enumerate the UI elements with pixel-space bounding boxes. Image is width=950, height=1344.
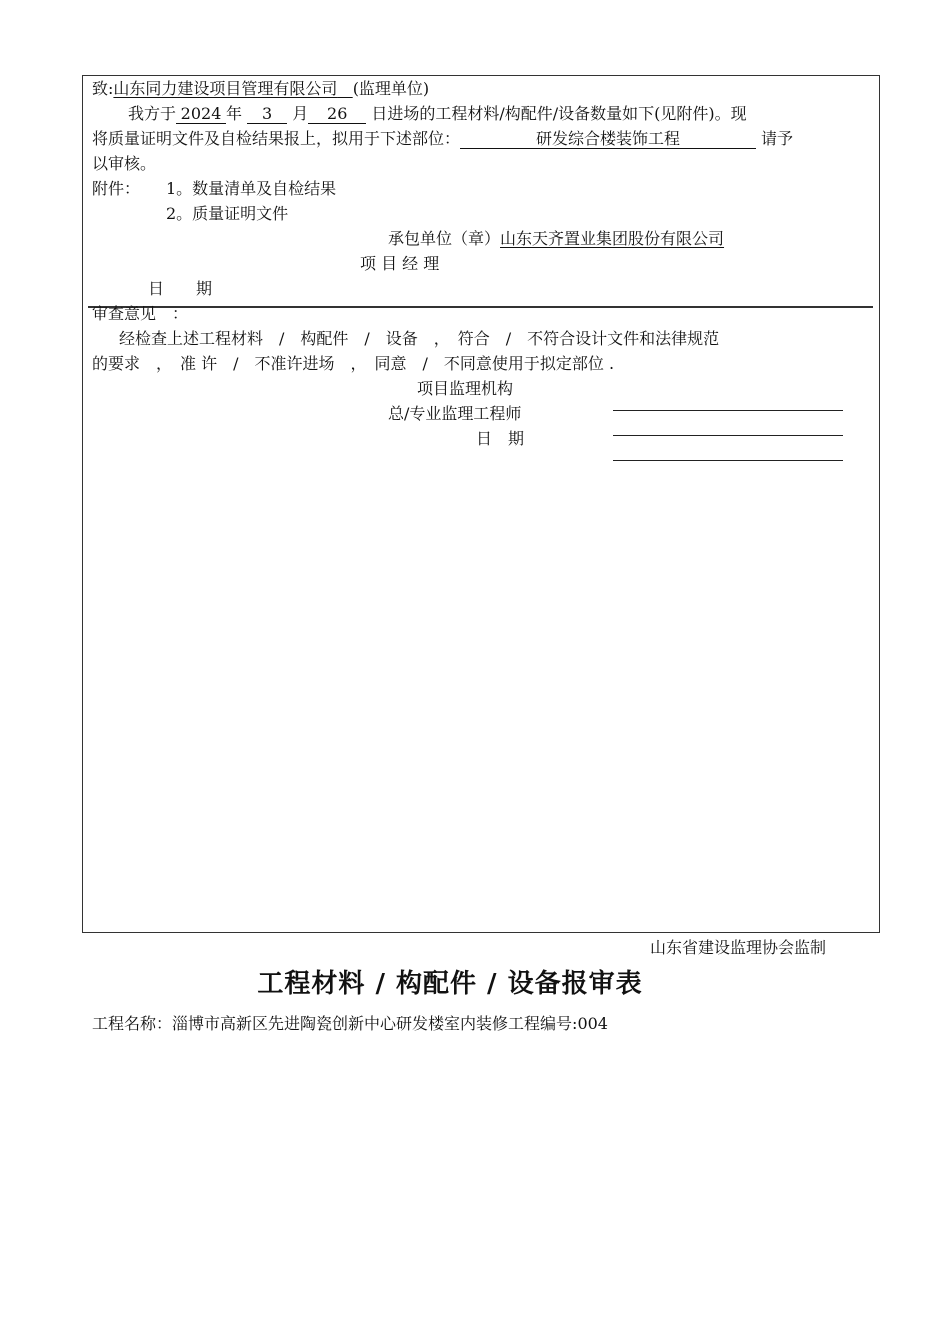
arrival-date-line bbox=[128, 104, 747, 124]
project-manager-label: 项 目 经 理 bbox=[360, 254, 440, 273]
project-name: 淄博市高新区先进陶瓷创新中心研发楼室内装修工程 bbox=[172, 1014, 541, 1033]
supervision-engineer-label: 总/专业监理工程师 bbox=[388, 404, 522, 423]
attachment-item-2: 2。质量证明文件 bbox=[166, 204, 289, 223]
location-field: 研发综合楼装饰工程 bbox=[460, 130, 756, 149]
addressee-line bbox=[92, 79, 429, 99]
arrival-intro: 我方于 bbox=[128, 104, 177, 123]
review-text-line-1: 经检查上述工程材料 / 构配件 / 设备 ， 符合 / 不符合设计文件和法律规范 bbox=[119, 329, 720, 348]
contractor-line bbox=[388, 229, 724, 249]
attachments-label: 附件： bbox=[92, 179, 141, 198]
contractor-label: 承包单位（章） bbox=[388, 229, 501, 248]
review-heading: 审查意见 ： bbox=[92, 304, 189, 323]
supervision-unit-suffix: (监理单位) bbox=[352, 79, 430, 98]
month-field: 3 bbox=[247, 105, 287, 124]
association-credit: 山东省建设监理协会监制 bbox=[650, 938, 827, 957]
section-divider bbox=[88, 306, 873, 308]
supervision-org-label: 项目监理机构 bbox=[417, 379, 514, 398]
review-date-label: 日 期 bbox=[476, 429, 525, 448]
project-info-line bbox=[92, 1014, 608, 1034]
day-field: 26 bbox=[308, 105, 366, 124]
project-name-label: 工程名称： bbox=[92, 1014, 173, 1033]
attachment-item-1: 1。数量清单及自检结果 bbox=[166, 179, 337, 198]
year-field: 2024 bbox=[176, 105, 226, 124]
location-line bbox=[92, 129, 793, 149]
location-intro: 将质量证明文件及自检结果报上，拟用于下述部位： bbox=[92, 129, 461, 148]
contractor-date-label: 日 期 bbox=[148, 279, 213, 298]
serial-number-label: 编号: bbox=[540, 1014, 578, 1033]
form-title: 工程材料 / 构配件 / 设备报审表 bbox=[257, 969, 643, 999]
arrival-description: 日进场的工程材料/构配件/设备数量如下(见附件)。现 bbox=[371, 104, 747, 123]
year-label: 年 bbox=[226, 104, 243, 123]
month-label: 月 bbox=[292, 104, 309, 123]
location-suffix: 请予 bbox=[761, 129, 794, 148]
engineer-signature-line bbox=[613, 435, 843, 436]
date-signature-line bbox=[613, 460, 843, 461]
review-text-line-2: 的要求 ， 准 许 / 不准许进场 ， 同意 / 不同意使用于拟定部位 . bbox=[92, 354, 615, 373]
contractor-name: 山东天齐置业集团股份有限公司 bbox=[500, 229, 725, 248]
to-prefix: 致: bbox=[92, 79, 114, 98]
review-request: 以审核。 bbox=[92, 154, 157, 173]
org-signature-line bbox=[613, 410, 843, 411]
serial-number: 004 bbox=[577, 1014, 608, 1033]
supervision-unit: 山东同力建设项目管理有限公司 bbox=[113, 79, 338, 98]
